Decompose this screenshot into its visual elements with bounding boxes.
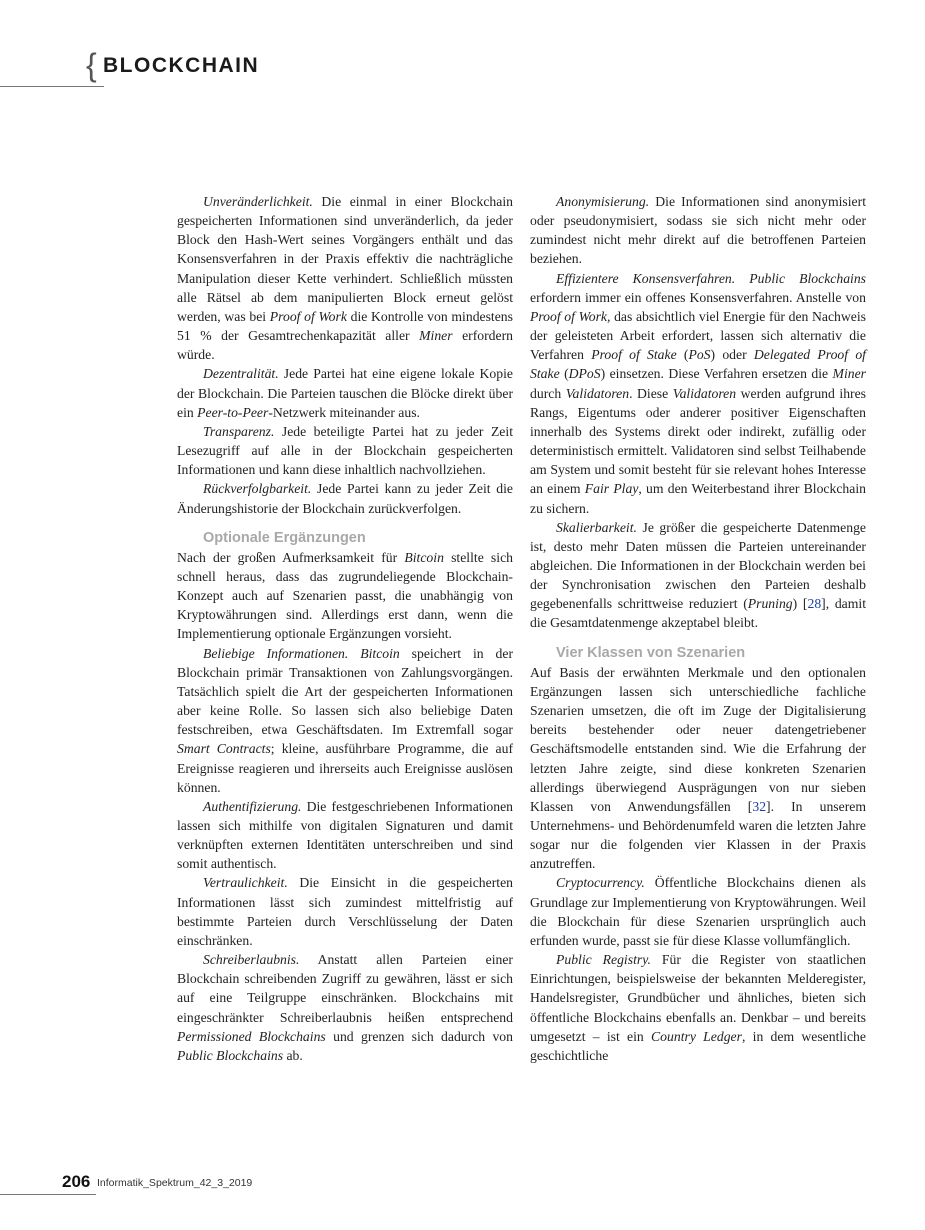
text-run: Für die Register von staatlichen Einrichtungen, beispielsweise der bekannten Melderegister, Handelsregister, Grundbücher und ähnliches, bieten sich öffentliche Blockchains ebenfalls an. Denkbar – und bereits umgesetzt – ist ein xyxy=(530,952,866,1044)
section-heading-optionale-ergaenzungen: Optionale Ergänzungen xyxy=(203,529,366,546)
paragraph-lead: Effizientere Konsensverfahren. xyxy=(556,270,736,286)
journal-name: Informatik_Spektrum_42_3_2019 xyxy=(97,1177,253,1189)
paragraph-effizientere-konsensverfahren xyxy=(530,269,866,518)
emphasis: Validatoren xyxy=(565,385,630,401)
paragraph-lead: Vertraulichkeit. xyxy=(203,875,288,891)
paragraph-intro-ergaenzungen xyxy=(177,548,513,644)
text-run: Die Einsicht in die gespeicherten Informationen lässt sich zumindest mittelfristig auf bestimmte Parteien durch Verschlüsselung der Daten einschränken. xyxy=(177,875,513,948)
emphasis: Validatoren xyxy=(672,385,737,401)
paragraph-skalierbarkeit xyxy=(530,518,866,633)
emphasis: Peer-to-Peer xyxy=(197,404,269,420)
emphasis: Proof of Work xyxy=(269,308,347,324)
text-run: erfordern immer ein offenes Konsensverfahren. Anstelle von xyxy=(530,289,866,305)
emphasis: Proof of Stake xyxy=(591,347,677,363)
paragraph-authentifizierung xyxy=(177,797,513,874)
text-run: , in dem wesentliche geschichtliche xyxy=(530,1028,866,1063)
paragraph-lead: Authentifizierung. xyxy=(203,798,302,814)
paragraph-beliebige-informationen xyxy=(177,644,513,797)
emphasis: Smart Contracts xyxy=(177,741,271,757)
emphasis: Miner xyxy=(832,366,866,382)
emphasis: Delegated Proof of Stake xyxy=(530,347,866,382)
text-run: und grenzen sich dadurch von xyxy=(325,1028,513,1044)
text-run: Die Informationen sind anonymisiert oder pseudonymisiert, sodass sie sich nicht mehr oder zumindest nicht mehr direkt auf die betroffenen Parteien beziehen. xyxy=(530,194,866,267)
text-run: Die einmal in einer Blockchain gespeicherten Informationen sind unveränderlich, da jeder Block den Hash-Wert seines Vorgängers enthält und das Konsensverfahren in der Praxis effektiv die nachträgliche Manipulation dieser Kette verhindert. Schließlich müssten alle Rätsel ab dem manipulierten Block erneut gelöst werden, was bei xyxy=(177,194,513,324)
paragraph-lead: Anonymisierung. xyxy=(556,194,650,209)
paragraph-intro-klassen xyxy=(530,663,866,874)
emphasis: Public Blockchains xyxy=(177,1047,284,1063)
emphasis: Bitcoin xyxy=(360,645,400,661)
paragraph-lead: Public Registry. xyxy=(556,952,651,968)
emphasis: Public Blockchains xyxy=(749,270,867,286)
emphasis: DPoS xyxy=(568,366,601,382)
text-run: speichert in der Blockchain primär Transaktionen von Zahlungsvorgängen. Tatsächlich spielt die Art der gespeicherten Informationen aber keine Rolle. So lassen sich also beliebige Daten festschreiben, etwa Geschäftsdaten. Im Extremfall sogar xyxy=(177,645,514,738)
emphasis: Country Ledger xyxy=(651,1028,742,1044)
text-run: ) einsetzen. Diese Verfahren ersetzen die xyxy=(600,366,833,382)
text-run: Jede Partei hat eine eigene lokale Kopie der Blockchain. Die Parteien tauschen die Blöcke direkt über ein xyxy=(177,366,513,420)
header-rule xyxy=(0,86,104,87)
text-run: ) [ xyxy=(792,596,808,612)
emphasis: Permissioned Blockchains xyxy=(177,1028,326,1044)
paragraph-lead: Transparenz. xyxy=(203,423,275,439)
emphasis: Bitcoin xyxy=(404,549,444,565)
paragraph-lead: Skalierbarkeit. xyxy=(556,519,637,535)
text-run: ab. xyxy=(283,1047,303,1063)
citation-link[interactable]: 28 xyxy=(807,596,822,612)
right-column xyxy=(530,192,866,1065)
paragraph-lead: Schreiberlaubnis. xyxy=(203,952,300,968)
citation-link[interactable]: 32 xyxy=(752,798,767,814)
emphasis: PoS xyxy=(688,347,711,363)
paragraph-lead: Beliebige Informationen. xyxy=(203,645,349,661)
paragraph-unveraenderlichkeit xyxy=(177,192,513,364)
text-run: das absichtlich viel Energie für den Nachweis der geleisteten Arbeit erfordert, lassen sich alternativ die Verfahren xyxy=(530,308,866,363)
text-run: Öffentliche Blockchains dienen als Grundlage zur Implementierung von Kryptowährungen. Weil die Blockchain für diese Szenarien ursprünglich auch erfunden wurde, passt sie für diese Klasse vollumfänglich. xyxy=(530,875,866,948)
emphasis: Miner xyxy=(419,328,453,344)
text-run: ( xyxy=(676,347,689,363)
text-run: Anstatt allen Parteien einer Blockchain schreibenden Zugriff zu gewähren, lässt er sich auf eine Teilgruppe einschränken. Blockchains mit eingeschränkter Schreiberlaubnis heißen entsprechend xyxy=(177,952,513,1025)
text-run: ], damit die Gesamtdatenmenge akzeptabel bleibt. xyxy=(530,596,867,631)
paragraph-public-registry xyxy=(530,950,866,1065)
paragraph-lead: Dezentralität. xyxy=(203,366,279,382)
text-run: Jede Partei kann zu jeder Zeit die Änderungshistorie der Blockchain zurückverfolgen. xyxy=(177,481,513,516)
text-run: ; kleine, ausführbare Programme, die auf Ereignisse reagieren und ihrerseits auch Ereignisse auslösen können. xyxy=(177,741,514,795)
paragraph-lead: Rückverfolgbarkeit. xyxy=(203,481,312,497)
paragraph-lead: Cryptocurrency. xyxy=(556,875,645,891)
emphasis: Pruning xyxy=(747,596,793,612)
text-run: Auf Basis der erwähnten Merkmale und den optionalen Ergänzungen lassen sich unterschiedliche fachliche Szenarien umsetzen, die oft im Zuge der Digitalisierung bereits bestehender oder neuer datengetriebener Geschäftsmodelle entstanden sind. Wie die Erfahrung der letzten Jahre zeigte, sind diese konkreten Szenarien allerdings überwiegend Ausprägungen von nur sieben Klassen von Anwendungsfällen [ xyxy=(530,664,866,814)
text-run: ]. In unserem Unternehmens- und Behördenumfeld waren die letzten Jahre sogar nur die folgenden vier Klassen in der Praxis anzutreffen. xyxy=(530,798,866,872)
header-brace: { xyxy=(86,47,97,83)
text-run: -Netzwerk miteinander aus. xyxy=(268,404,420,420)
page-number: 206 xyxy=(62,1172,91,1191)
paragraph-schreiberlaubnis xyxy=(177,950,513,1065)
paragraph-lead: Unveränderlichkeit. xyxy=(203,194,313,209)
text-run: durch xyxy=(530,385,566,401)
paragraph-vertraulichkeit xyxy=(177,873,513,950)
page-footer xyxy=(0,1172,400,1196)
text-run: Jede beteiligte Partei hat zu jeder Zeit Lesezugriff auf alle in der Blockchain gespeicherten Informationen und kann diese inhaltlich nachvollziehen. xyxy=(177,423,513,478)
text-run: ( xyxy=(559,366,569,382)
paragraph-rueckverfolgbarkeit xyxy=(177,479,513,517)
text-run: , um den Weiterbestand ihrer Blockchain zu sichern. xyxy=(530,481,866,516)
section-heading-vier-klassen: Vier Klassen von Szenarien xyxy=(556,644,746,661)
emphasis: Proof of Work, xyxy=(530,308,611,324)
text-run: . Diese xyxy=(629,385,673,401)
left-column xyxy=(177,192,513,1065)
header-title: BLOCKCHAIN xyxy=(103,54,260,77)
text-run: Je größer die gespeicherte Datenmenge ist, desto mehr Daten müssen die Parteien untereinander abgleichen. Die Informationen in der Blockchain werden bei der Synchronisation zwischen den Parteien deshalb gegebenenfalls schrittweise reduziert ( xyxy=(530,519,866,612)
text-run: ) oder xyxy=(710,347,754,363)
text-run: Die festgeschriebenen Informationen lassen sich mithilfe von digitalen Signaturen und damit verknüpften externen Identitäten unterschreiben und sind somit authentisch. xyxy=(177,798,513,872)
emphasis: Fair Play xyxy=(584,481,639,497)
text-run: stellte sich schnell heraus, dass das zugrundeliegende Blockchain-Konzept auch auf Szenarien passt, die unabhängig von Kryptowährungen sind. Allerdings erst dann, wenn die Implementierung optionale Ergänzungen vorsieht. xyxy=(177,549,513,642)
paragraph-cryptocurrency xyxy=(530,873,866,950)
footer-rule xyxy=(0,1194,96,1195)
text-run: die Kontrolle von mindestens 51 % der Gesamtrechenkapazität aller xyxy=(177,308,513,344)
text-run: werden aufgrund ihres Rangs, Eigentums oder anderer positiver Eigenschaften innerhalb des Systems direkt oder indirekt, zufällig oder deterministisch ermittelt. Validatoren sind selbst Teilhabende am System und somit besteht für sie relevant hohes Interesse an einem xyxy=(530,385,866,497)
text-run: erfordern würde. xyxy=(177,328,514,363)
paragraph-dezentralitaet xyxy=(177,364,513,421)
running-header xyxy=(0,48,300,88)
paragraph-anonymisierung xyxy=(530,192,866,269)
text-run: Nach der großen Aufmerksamkeit für xyxy=(177,549,405,565)
paragraph-transparenz xyxy=(177,422,513,479)
